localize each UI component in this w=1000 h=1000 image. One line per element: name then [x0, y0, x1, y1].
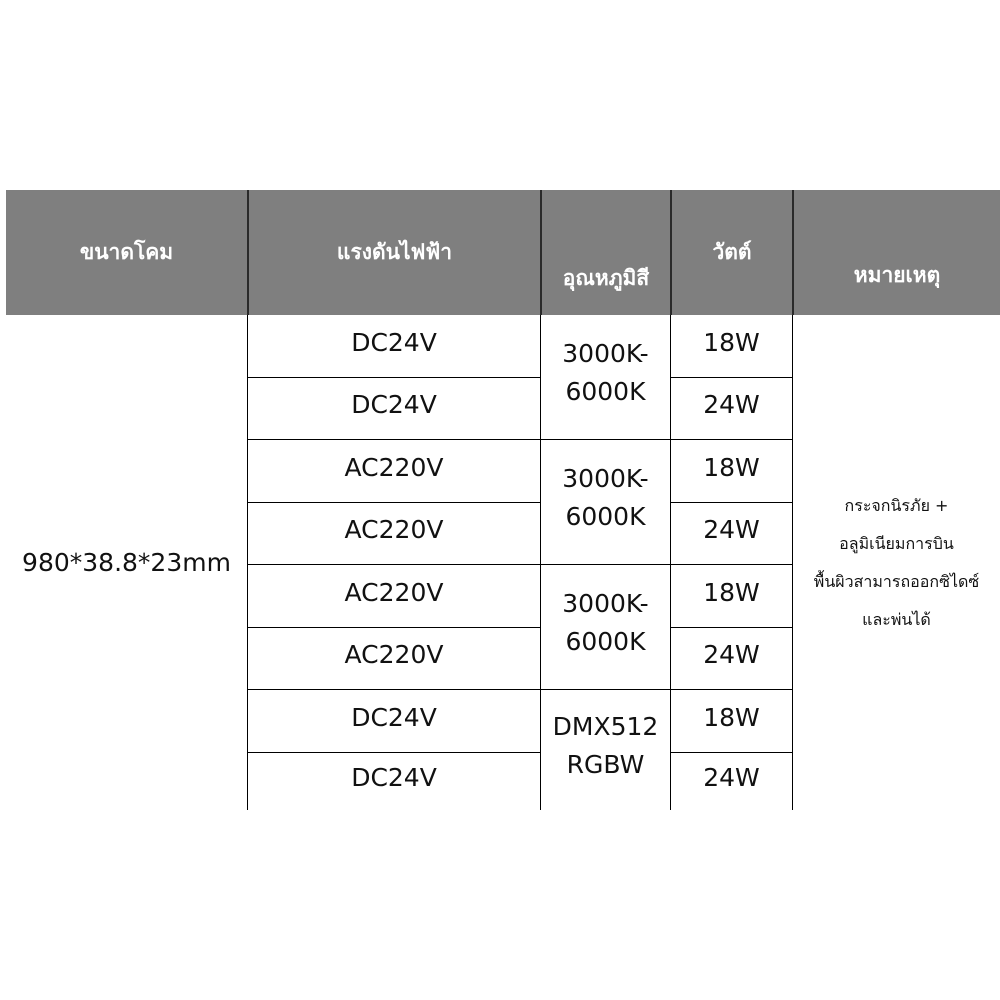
notes-line: พื้นผิวสามารถออกซิไดซ์	[813, 571, 980, 591]
color-temp-line: 6000K	[565, 502, 646, 531]
header-notes: หมายเหตุ	[853, 263, 941, 287]
wattage-cell: 18W	[703, 327, 760, 357]
notes-cell	[793, 315, 1000, 810]
wattage-cell: 18W	[703, 577, 760, 607]
header-size: ขนาดโคม	[79, 240, 174, 264]
color-temp-cell	[541, 315, 670, 439]
color-temp-line: 3000K-	[562, 589, 649, 618]
color-temp-line: 6000K	[565, 377, 646, 406]
voltage-cell: AC220V	[344, 515, 444, 544]
voltage-cell: DC24V	[351, 702, 437, 732]
color-temp-line: 3000K-	[562, 464, 649, 493]
wattage-cell: 18W	[703, 452, 760, 482]
voltage-cell: DC24V	[351, 327, 437, 357]
notes-line: อลูมิเนียมการบิน	[839, 533, 954, 553]
header-voltage: แรงดันไฟฟ้า	[336, 240, 453, 264]
color-temp-line: RGBW	[566, 750, 645, 779]
color-temp-line: 6000K	[565, 627, 646, 656]
color-temp-cell	[541, 565, 670, 689]
voltage-cell: DC24V	[351, 390, 437, 419]
spec-table	[6, 190, 1000, 810]
voltage-cell: DC24V	[351, 763, 437, 792]
header-wattage: วัตต์	[712, 240, 752, 264]
color-temp-line: DMX512	[552, 712, 659, 741]
color-temp-cell	[541, 440, 670, 564]
wattage-cell: 18W	[703, 702, 760, 732]
wattage-cell: 24W	[703, 763, 760, 792]
color-temp-cell	[541, 690, 670, 810]
table-header	[6, 190, 1000, 315]
voltage-cell: AC220V	[344, 640, 444, 669]
wattage-cell: 24W	[703, 515, 760, 544]
color-temp-line: 3000K-	[562, 339, 649, 368]
wattage-cell: 24W	[703, 640, 760, 669]
voltage-cell: AC220V	[344, 577, 444, 607]
header-color-temp: อุณหภูมิสี	[562, 266, 650, 290]
wattage-cell: 24W	[703, 390, 760, 419]
notes-line: กระจกนิรภัย +	[844, 495, 949, 515]
notes-line: และพ่นได้	[862, 609, 931, 629]
voltage-cell: AC220V	[344, 452, 444, 482]
size-value: 980*38.8*23mm	[22, 548, 231, 577]
